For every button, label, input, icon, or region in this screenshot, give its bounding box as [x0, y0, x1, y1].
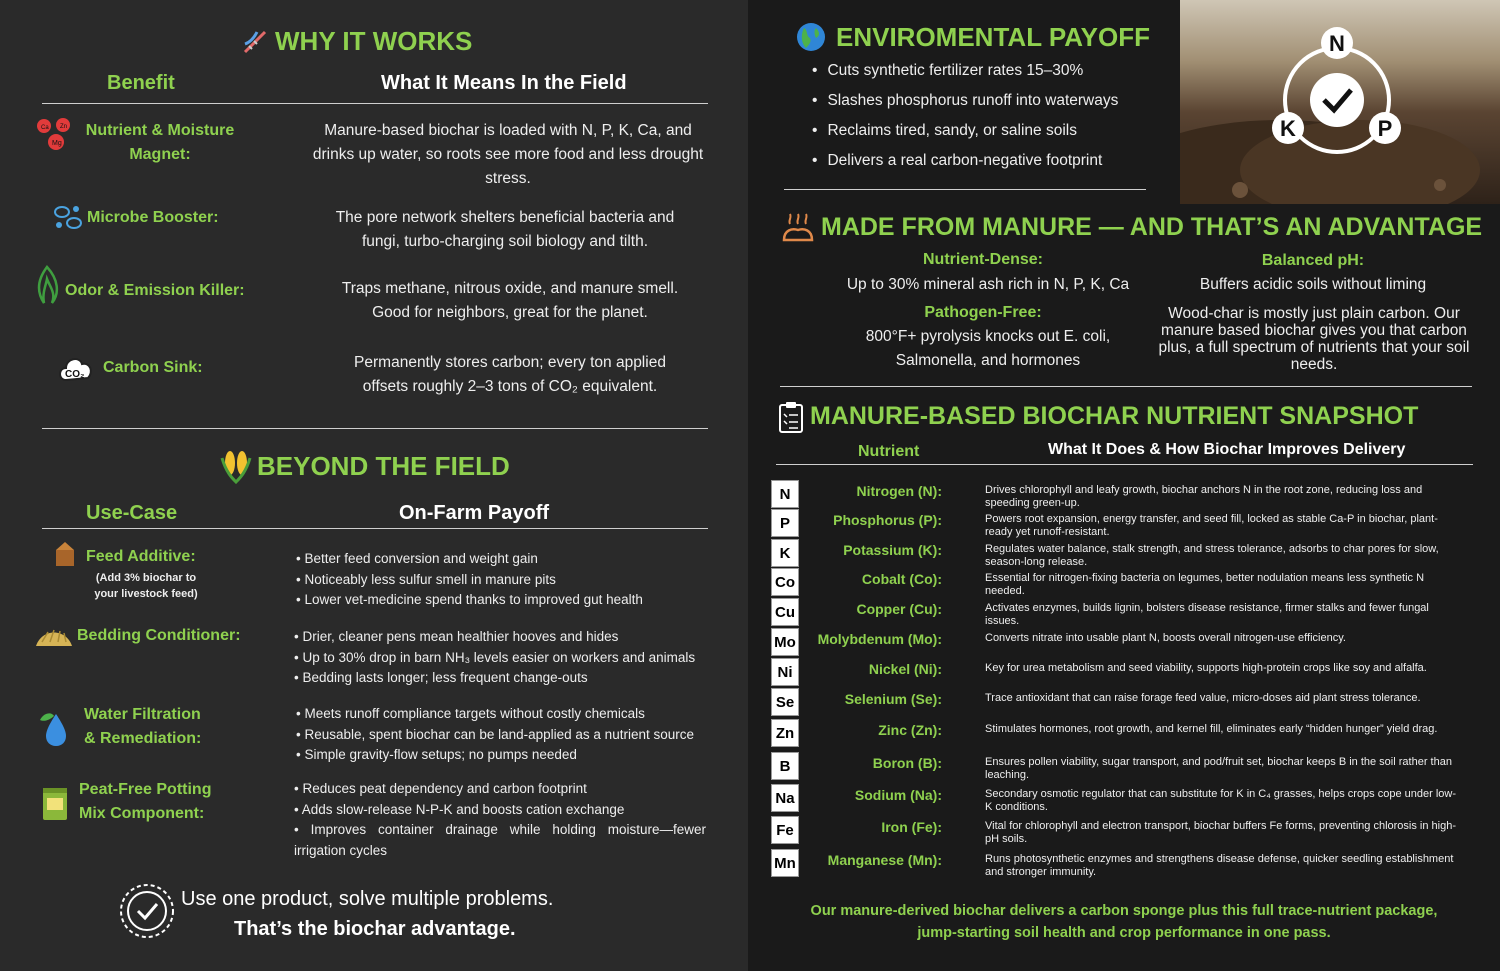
- svg-text:Zn: Zn: [60, 124, 68, 130]
- beyond-header-rule: [42, 528, 708, 529]
- nutrient-row: [748, 509, 1500, 540]
- nutrient-col-head: Nutrient: [858, 443, 920, 460]
- nutrient-row: [748, 752, 1500, 783]
- left-panel: [0, 0, 748, 971]
- nutrient-desc: Vital for chlorophyll and electron transport, biochar buffers Fe forms, preventing chlorosis in high-pH soils.: [985, 820, 1456, 845]
- nutrient-desc: Converts nitrate into usable plant N, boosts overall nitrogen-use efficiency.: [985, 632, 1346, 644]
- corn-icon: [218, 448, 254, 484]
- usecase-label-peat: Peat-Free Potting Mix Component:: [79, 781, 212, 822]
- benefit-col-head: Benefit: [107, 72, 175, 94]
- benefit-desc-odor: Traps methane, nitrous oxide, and manure smell. Good for neighbors, great for the planet.: [341, 280, 679, 321]
- npk-n-label: N: [1329, 31, 1345, 56]
- bullet: • Noticeably less sulfur smell in manure pits: [296, 571, 556, 587]
- nutrient-row: [748, 480, 1500, 511]
- water-drop-icon: [36, 706, 72, 748]
- globe-icon: [796, 22, 826, 52]
- snapshot-title: MANURE-BASED BIOCHAR NUTRIENT SNAPSHOT: [810, 402, 1419, 430]
- nutrient-molecule-icon: [36, 118, 72, 152]
- npk-p-label: P: [1377, 116, 1393, 141]
- benefit-label-nutrient: Nutrient & Moisture Magnet:: [85, 122, 235, 163]
- usecase-bullets-peat: [294, 779, 706, 861]
- leaf-flame-icon: [32, 265, 62, 305]
- manure-text-woodchar: Wood-char is mostly just plain carbon. Our manure based biochar gives you that carbon plus, a full spectrum of nutrients that your soil needs.: [1158, 305, 1470, 373]
- manure-text-ph: Buffers acidic soils without liming: [1199, 276, 1427, 293]
- nutrient-row: [748, 539, 1500, 570]
- env-list: [812, 56, 1118, 176]
- benefit-desc-carbon: Permanently stores carbon; every ton applied offsets roughly 2–3 tons of CO₂ equivalent.: [354, 354, 666, 395]
- manure-title: MADE FROM MANURE — AND THAT’S AN ADVANTAGE: [821, 213, 1483, 241]
- nutrient-desc: Regulates water balance, stalk strength, and stress tolerance, adsorbs to char pores for slow, season-long release.: [985, 543, 1439, 568]
- env-item: • Delivers a real carbon-negative footprint: [812, 146, 1118, 176]
- env-item: • Cuts synthetic fertilizer rates 15–30%: [812, 56, 1118, 86]
- bullet: • Adds slow-release N-P-K and boosts cation exchange: [294, 801, 625, 817]
- element-symbol-tile: Mo: [771, 628, 799, 656]
- element-symbol-tile: Fe: [771, 816, 799, 844]
- benefit-label-carbon: Carbon Sink:: [103, 359, 203, 376]
- env-rule: [784, 189, 1146, 190]
- nutrient-desc: Essential for nitrogen-fixing bacteria on legumes, better nodulation means less synthetic N needed.: [985, 572, 1425, 597]
- nutrient-row: [748, 849, 1500, 880]
- hay-icon: [34, 622, 74, 648]
- element-symbol-tile: Se: [771, 688, 799, 716]
- element-symbol-tile: Ni: [771, 658, 799, 686]
- nutrient-row: [748, 688, 1500, 719]
- usecase-sub-feed: (Add 3% biochar to your livestock feed): [94, 572, 198, 600]
- nutrient-desc: Ensures pollen viability, sugar transport, and pod/fruit set, biochar keeps B in the soil rather than leaching.: [985, 756, 1452, 781]
- nutrient-name: Nickel (Ni):: [868, 661, 942, 677]
- usecase-bullets-feed: [296, 549, 643, 611]
- nutrient-name: Iron (Fe):: [881, 819, 942, 835]
- nutrient-desc: Stimulates hormones, root growth, and kernel fill, eliminates early “hidden hunger” yield drag.: [985, 723, 1438, 735]
- benefit-desc-nutrient: Manure-based biochar is loaded with N, P, K, Ca, and drinks up water, so roots see more food and less drought stress.: [312, 122, 704, 187]
- manure-pile-icon: [780, 210, 816, 244]
- snapshot-header-rule: [776, 464, 1473, 465]
- payoff-col-head: On-Farm Payoff: [399, 502, 550, 524]
- co2-cloud-icon: [56, 350, 96, 386]
- manure-rule: [780, 386, 1472, 387]
- why-bottom-rule: [42, 428, 708, 429]
- svg-text:Ca: Ca: [41, 125, 49, 131]
- element-symbol-tile: Na: [771, 784, 799, 812]
- nutrient-row: [748, 628, 1500, 659]
- usecase-bullets-water: [296, 704, 694, 766]
- element-symbol-tile: Co: [771, 568, 799, 596]
- benefit-label-odor: Odor & Emission Killer:: [65, 282, 245, 299]
- manure-head-ph: Balanced pH:: [1261, 252, 1365, 269]
- element-symbol-tile: P: [771, 509, 799, 537]
- nutrient-desc: Powers root expansion, energy transfer, and seed fill, locked as stable Ca-P in biochar, plant-ready yet runoff-resistant.: [985, 513, 1438, 538]
- what-col-head: What It Does & How Biochar Improves Delivery: [1048, 441, 1406, 458]
- nutrient-name: Zinc (Zn):: [878, 722, 942, 738]
- env-item: • Slashes phosphorus runoff into waterways: [812, 86, 1118, 116]
- bullet: • Bedding lasts longer; less frequent change-outs: [294, 670, 588, 685]
- element-symbol-tile: N: [771, 480, 799, 508]
- nutrient-row: [748, 568, 1500, 599]
- footer-line2: That’s the biochar advantage.: [234, 918, 516, 940]
- microbe-icon: [52, 203, 84, 233]
- bullet: • Reduces peat dependency and carbon footprint: [294, 781, 587, 796]
- env-item: • Reclaims tired, sandy, or saline soils: [812, 116, 1118, 146]
- bullet: • Reusable, spent biochar can be land-applied as a nutrient source: [296, 726, 694, 742]
- nutrient-row: [748, 816, 1500, 847]
- benefit-desc-microbe: The pore network shelters beneficial bacteria and fungi, turbo-charging soil biology and tilth.: [335, 209, 675, 250]
- bullet: • Better feed conversion and weight gain: [296, 551, 538, 566]
- snapshot-footer2: jump-starting soil health and crop performance in one pass.: [917, 925, 1331, 941]
- element-symbol-tile: Zn: [771, 719, 799, 747]
- usecase-label-feed: Feed Additive:: [86, 548, 196, 565]
- nutrient-name: Selenium (Se):: [844, 691, 942, 707]
- feed-bag-icon: [50, 538, 80, 568]
- svg-text:CO₂: CO₂: [65, 369, 85, 380]
- right-panel: [748, 0, 1500, 971]
- meaning-col-head: What It Means In the Field: [381, 72, 627, 94]
- manure-head-nutrient: Nutrient-Dense:: [922, 251, 1043, 268]
- nutrient-name: Sodium (Na):: [854, 787, 942, 803]
- usecase-label-water: Water Filtration & Remediation:: [84, 706, 202, 747]
- why-title: WHY IT WORKS: [275, 26, 473, 56]
- element-symbol-tile: Mn: [771, 849, 799, 877]
- nutrient-name: Copper (Cu):: [856, 601, 942, 617]
- element-symbol-tile: Cu: [771, 598, 799, 626]
- nutrient-desc: Key for urea metabolism and seed viability, supports high-protein crops like soy and alfalfa.: [985, 662, 1427, 674]
- manure-text-pathogen: 800°F+ pyrolysis knocks out E. coli, Salmonella, and hormones: [865, 328, 1111, 369]
- nutrient-name: Phosphorus (P):: [833, 512, 942, 528]
- manure-text-nutrient: Up to 30% mineral ash rich in N, P, K, Ca: [846, 276, 1130, 293]
- nutrient-desc: Runs photosynthetic enzymes and strengthens disease defense, quicker seedling establishment and stronger immunity.: [985, 853, 1454, 878]
- env-title: ENVIROMENTAL PAYOFF: [836, 22, 1150, 52]
- nutrient-row: [748, 598, 1500, 629]
- usecase-label-bedding: Bedding Conditioner:: [77, 627, 241, 644]
- bullet: • Up to 30% drop in barn NH₃ levels easier on workers and animals: [294, 649, 696, 665]
- nutrient-row: [748, 719, 1500, 750]
- manure-head-pathogen: Pathogen-Free:: [924, 304, 1042, 321]
- nutrient-desc: Trace antioxidant that can raise forage feed value, micro-doses aid plant stress tolerance.: [985, 692, 1421, 704]
- soil-npk-image: [1180, 0, 1500, 204]
- clipboard-icon: [776, 400, 806, 434]
- nutrient-name: Potassium (K):: [843, 542, 942, 558]
- footer-line1: Use one product, solve multiple problems.: [181, 888, 554, 910]
- nutrient-row: [748, 658, 1500, 689]
- snapshot-footer1: Our manure-derived biochar delivers a carbon sponge plus this full trace-nutrient package,: [810, 903, 1438, 919]
- nutrient-desc: Activates enzymes, builds lignin, bolsters disease resistance, firmer stalks and fewer fungal issues.: [985, 602, 1429, 627]
- nutrient-name: Cobalt (Co):: [861, 571, 942, 587]
- nutrient-name: Molybdenum (Mo):: [817, 631, 942, 647]
- bullet: • Improves container drainage while holding moisture—fewer irrigation cycles: [294, 822, 706, 858]
- bullet: • Drier, cleaner pens mean healthier hooves and hides: [294, 629, 619, 644]
- nutrient-row: [748, 784, 1500, 815]
- npk-k-label: K: [1280, 116, 1296, 141]
- nutrient-desc: Secondary osmotic regulator that can substitute for K in C₄ grasses, helps crops cope under low-K conditions.: [985, 788, 1457, 813]
- element-symbol-tile: B: [771, 752, 799, 780]
- usecase-bullets-bedding: [294, 627, 695, 689]
- usecase-col-head: Use-Case: [86, 502, 178, 524]
- why-header-rule: [42, 103, 708, 104]
- dna-icon: [240, 28, 270, 56]
- nutrient-name: Nitrogen (N):: [856, 483, 942, 499]
- bullet: • Simple gravity-flow setups; no pumps needed: [296, 747, 577, 762]
- benefit-label-microbe: Microbe Booster:: [87, 209, 219, 226]
- beyond-title: BEYOND THE FIELD: [257, 451, 510, 481]
- element-symbol-tile: K: [771, 539, 799, 567]
- nutrient-desc: Drives chlorophyll and leafy growth, biochar anchors N in the root zone, reducing loss and speeding green-up.: [985, 484, 1423, 509]
- nutrient-name: Boron (B):: [872, 755, 942, 771]
- nutrient-name: Manganese (Mn):: [827, 852, 942, 868]
- svg-text:Mg: Mg: [52, 140, 62, 147]
- bullet: • Lower vet-medicine spend thanks to improved gut health: [296, 592, 643, 607]
- check-badge-icon: [118, 882, 176, 940]
- bullet: • Meets runoff compliance targets without costly chemicals: [296, 706, 645, 721]
- potting-mix-bag-icon: [40, 784, 70, 822]
